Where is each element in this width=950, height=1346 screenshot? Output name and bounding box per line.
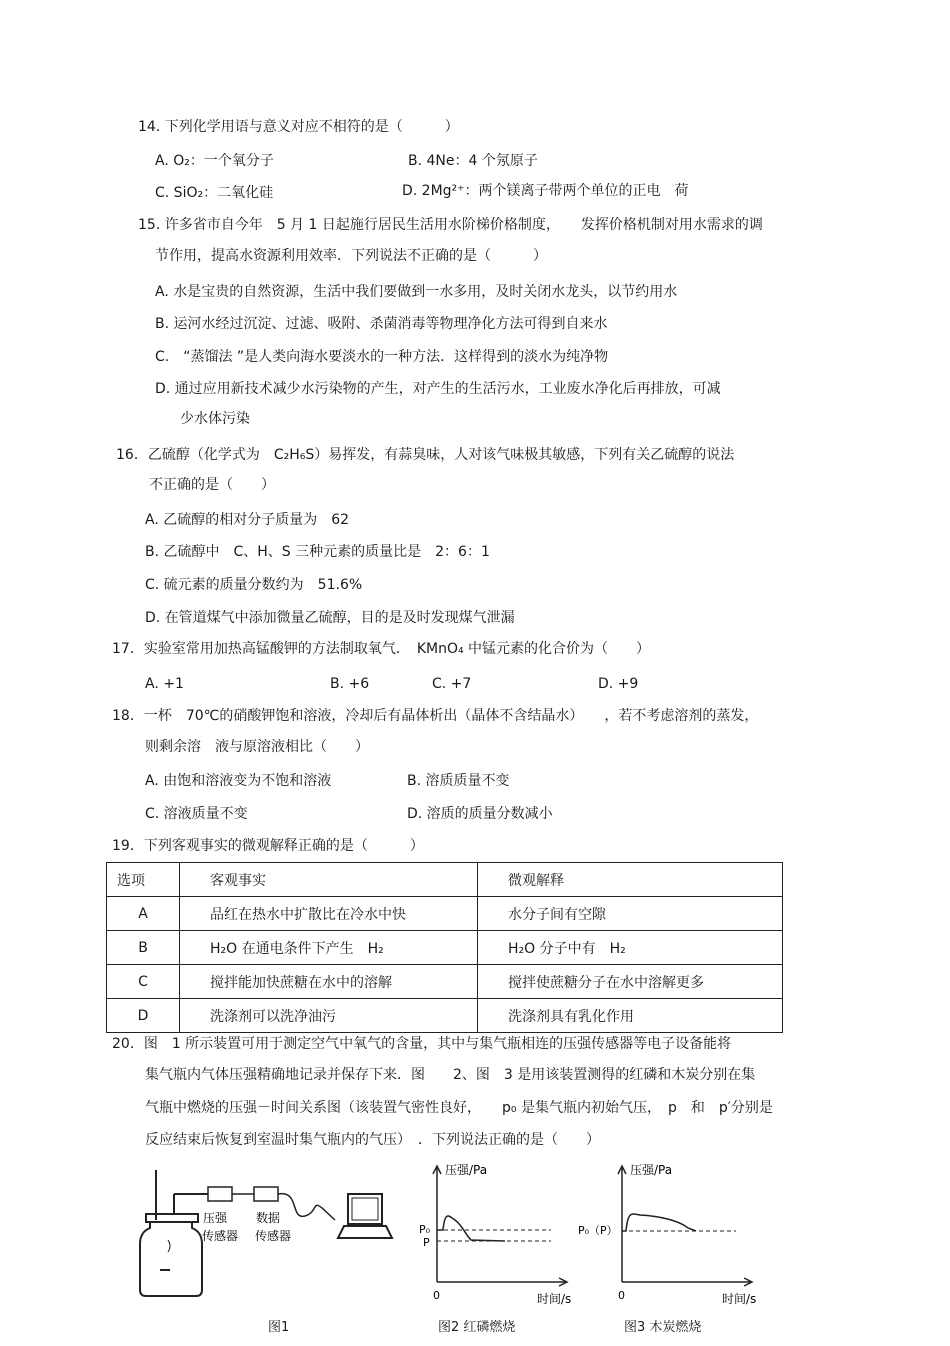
q15-option-d-line2: 少水体污染 [180, 411, 250, 427]
table-header-cell: 选项 [107, 863, 180, 897]
pressure-label: 压强 [203, 1211, 228, 1225]
pressure-curve [437, 1216, 505, 1241]
q20-stem-line4: 反应结束后恢复到室温时集气瓶内的气压） ．下列说法正确的是（ ） [145, 1132, 600, 1148]
table-cell: D [107, 999, 180, 1033]
q17-option-a: A. +1 [145, 676, 184, 692]
q15-option-d-line1: D. 通过应用新技术减少水污染物的产生，对产生的生活污水，工业废水净化后再排放，可减 [155, 381, 721, 397]
q16-option-b: B. 乙硫醇中 C、H、S 三种元素的质量比是 2：6：1 [145, 544, 490, 560]
q20-stem-line3: 气瓶中燃烧的压强－时间关系图（该装置气密性良好， p₀ 是集气瓶内初始气压， p 和 p′分别是 [145, 1100, 773, 1116]
origin-label: 0 [433, 1289, 440, 1302]
figure1-caption: 图1 [268, 1320, 290, 1335]
figure2-caption: 图2 红磷燃烧 [438, 1320, 516, 1335]
q16-option-c: C. 硫元素的质量分数约为 51.6% [145, 577, 363, 593]
table-header-cell: 客观事实 [180, 863, 478, 897]
q18-option-a: A. 由饱和溶液变为不饱和溶液 [145, 773, 332, 789]
pressure-curve [622, 1214, 696, 1231]
table-cell: B [107, 931, 180, 965]
x-axis-label: 时间/s [537, 1292, 572, 1306]
q16-option-a: A. 乙硫醇的相对分子质量为 62 [145, 512, 350, 528]
data-sensor-label: 传感器 [255, 1229, 292, 1243]
x-axis-label: 时间/s [722, 1292, 757, 1306]
q17-stem: 17．实验室常用加热高锰酸钾的方法制取氧气． KMnO₄ 中锰元素的化合价为（ ） [112, 641, 651, 657]
table-row [107, 931, 783, 965]
p0-label: P₀ [419, 1223, 431, 1236]
q19-table [106, 862, 783, 1033]
table-cell: H₂O 分子中有 H₂ [478, 931, 783, 965]
q14-option-c: C. SiO₂：二氧化硅 [155, 185, 274, 201]
origin-label: 0 [618, 1289, 625, 1302]
q15-stem-line2: 节作用，提高水资源利用效率．下列说法不正确的是（ ） [155, 248, 547, 264]
q14-option-d: D. 2Mg²⁺：两个镁离子带两个单位的正电 荷 [402, 183, 689, 199]
p-label: P [423, 1236, 430, 1249]
q18-option-d: D. 溶质的质量分数减小 [407, 806, 553, 822]
q15-stem-line1: 15. 许多省市自今年 5 月 1 日起施行居民生活用水阶梯价格制度， 发挥价格机制对用水需求的调 [138, 217, 763, 233]
q16-stem-line2: 不正确的是（ ） [149, 477, 275, 493]
q19-stem: 19．下列客观事实的微观解释正确的是（ ） [112, 838, 424, 854]
table-row [107, 999, 783, 1033]
pressure-sensor-box [208, 1187, 232, 1201]
q14-option-b: B. 4Ne：4 个氖原子 [408, 153, 538, 169]
laptop-icon [338, 1194, 392, 1238]
data-label: 数据 [256, 1211, 281, 1225]
table-cell: 搅拌使蔗糖分子在水中溶解更多 [478, 965, 783, 999]
figure2-chart [415, 1160, 585, 1310]
table-cell: 搅拌能加快蔗糖在水中的溶解 [180, 965, 478, 999]
q15-option-b: B. 运河水经过沉淀、过滤、吸附、杀菌消毒等物理净化方法可得到自来水 [155, 316, 608, 332]
table-cell: C [107, 965, 180, 999]
table-cell: 洗涤剂具有乳化作用 [478, 999, 783, 1033]
q18-stem-line2: 则剩余溶 液与原溶液相比（ ） [145, 739, 369, 755]
table-row [107, 965, 783, 999]
table-header-cell: 微观解释 [478, 863, 783, 897]
q14-option-a: A. O₂：一个氧分子 [155, 153, 274, 169]
table-cell: 品红在热水中扩散比在冷水中快 [180, 897, 478, 931]
pressure-sensor-label: 传感器 [202, 1229, 239, 1243]
q15-option-a: A. 水是宝贵的自然资源，生活中我们要做到一水多用，及时关闭水龙头，以节约用水 [155, 284, 678, 300]
table-cell: 洗涤剂可以洗净油污 [180, 999, 478, 1033]
q20-stem-line1: 20．图 1 所示装置可用于测定空气中氧气的含量，其中与集气瓶相连的压强传感器等电子设备能将 [112, 1036, 732, 1052]
y-axis-label: 压强/Pa [445, 1163, 488, 1177]
flask-icon [140, 1170, 208, 1296]
table-row [107, 897, 783, 931]
table-header-row [107, 863, 783, 897]
q15-option-c: C. “蒸馏法 ”是人类向海水要淡水的一种方法．这样得到的淡水为纯净物 [155, 349, 609, 365]
table-cell: H₂O 在通电条件下产生 H₂ [180, 931, 478, 965]
figure1-apparatus [130, 1160, 395, 1300]
y-axis-label: 压强/Pa [630, 1163, 673, 1177]
q18-option-b: B. 溶质质量不变 [407, 773, 510, 789]
q14-stem: 14. 下列化学用语与意义对应不相符的是（ ） [138, 119, 459, 135]
q17-option-b: B. +6 [330, 676, 370, 692]
q20-stem-line2: 集气瓶内气体压强精确地记录并保存下来．图 2、图 3 是用该装置测得的红磷和木炭分别在集 [145, 1067, 756, 1083]
q18-option-c: C. 溶液质量不变 [145, 806, 248, 822]
q17-option-c: C. +7 [432, 676, 472, 692]
figure3-chart [578, 1160, 758, 1310]
q16-stem-line1: 16．乙硫醇（化学式为 C₂H₆S）易挥发，有蒜臭味，人对该气味极其敏感，下列有关乙硫醇的说法 [116, 447, 735, 463]
q16-option-d: D. 在管道煤气中添加微量乙硫醇，目的是及时发现煤气泄漏 [145, 610, 515, 626]
p0-label: P₀（P） [578, 1224, 618, 1237]
q18-stem-line1: 18．一杯 70℃的硝酸钾饱和溶液，冷却后有晶体析出（晶体不含结晶水） ，若不考虑溶剂的蒸发， [112, 708, 759, 724]
table-cell: A [107, 897, 180, 931]
figure3-caption: 图3 木炭燃烧 [624, 1320, 702, 1335]
table-cell: 水分子间有空隙 [478, 897, 783, 931]
data-sensor-box [254, 1187, 278, 1201]
q17-option-d: D. +9 [598, 676, 639, 692]
